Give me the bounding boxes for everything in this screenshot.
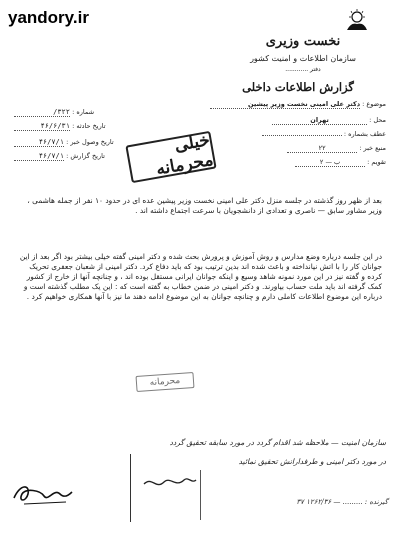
divider-line [130, 454, 131, 522]
secondary-stamp: محرمانه [136, 372, 195, 392]
reference-label: عطف بشماره : [343, 130, 386, 138]
place-label: محل : [369, 116, 386, 124]
second-signature-icon [140, 470, 198, 494]
ministry-title: نخست وزیری [265, 34, 341, 49]
evaluation-value: ب — ۲ [295, 158, 365, 167]
footer-recipients: گیرنده : ......... — ۱۲۶۲/۳۶ ۳۷ [296, 498, 388, 506]
received-date-value: ۴۶/۷/۱ [14, 138, 64, 147]
subject-field [210, 100, 386, 109]
source-label: منبع خبر : [359, 144, 386, 152]
handwritten-note-2: در مورد دکتر امینی و طرفدارانش تحقیق نمائید [238, 457, 386, 466]
reference-field [262, 130, 386, 138]
evaluation-field [295, 158, 386, 167]
incident-date-label: تاریخ حادثه : [72, 122, 106, 130]
received-date-field [14, 138, 114, 147]
watermark: yandory.ir [8, 8, 89, 27]
evaluation-label: تقویم : [367, 158, 386, 166]
number-field [14, 108, 94, 117]
body-paragraph-2: در این جلسه درباره وضع مدارس و روش آموزش و پرورش بحث شده و دکتر امینی گفته خیلی بیشتر بود اگر بعد از این جوانان کار را با اتش نیانداخته و باعث شده اند بدین ترتیب بود که باید دفاع کرد. دکتر امینی از شعبان جعفری تحریک کرده و گفته نیز در این مورد نمونه شاهد وسیع و اینکه جوانان ایرانی مستقل بوده اند ، و چنانچه آنها از خارج از کشور کمک گرفته اند باید ملت حساب بیاورند. و دکتر امینی در ضمن خطاب به گفته است که : این یک مطلب گذشته است و درباره این موضوع اطلاعات کاملی دارم و چنانچه جوانان به این موضوع ادامه دهند ما نیز با آنها همکاری خواهیم کرد . [19, 252, 382, 301]
place-value: تهران [272, 116, 367, 125]
report-title: گزارش اطلاعات داخلی [242, 80, 354, 94]
handwritten-note-1: سازمان امنیت — ملاحظه شد اقدام گردد در مورد سابقه تحقیق گردد [169, 438, 386, 447]
place-field [272, 116, 386, 125]
incident-date-value: ۴۶/۶/۳۱ [14, 122, 70, 131]
source-field [287, 144, 386, 153]
report-date-field [14, 152, 105, 161]
source-value: ۲۲ [287, 144, 357, 153]
received-date-label: تاریخ وصول خبر : [66, 138, 114, 146]
subject-value: دکتر علی امینی نخست وزیر پیشین [210, 100, 360, 109]
top-secret-stamp: خیلی محرمانه [125, 131, 216, 183]
subject-label: موضوع : [362, 100, 386, 108]
report-date-value: ۴۶/۷/۱ [14, 152, 64, 161]
office-name: دفتر ............ [285, 66, 321, 73]
report-date-label: تاریخ گزارش : [66, 152, 105, 160]
incident-date-field [14, 122, 106, 131]
lion-and-sun-emblem-icon [342, 8, 372, 32]
divider-line-2 [200, 470, 201, 520]
organization-name: سازمان اطلاعات و امنیت کشور [250, 54, 356, 63]
number-label: شماره : [72, 108, 95, 116]
number-value: ۳۲۲/ [14, 108, 70, 117]
body-paragraph-1: بعد از ظهر روز گذشته در جلسه منزل دکتر علی امینی نخست وزیر پیشین عده ای در حدود ۱۰ نفر از جمله هاشمی ، وزیر مشاور سابق — ناصری و تعدادی از دانشجویان با سرعت اجتماع داشته اند . [27, 196, 382, 215]
